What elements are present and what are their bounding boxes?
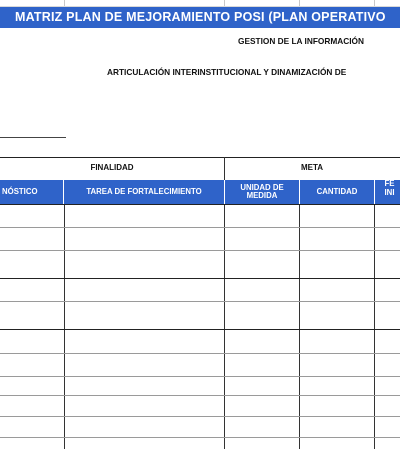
title-bar bbox=[0, 7, 400, 28]
table-row[interactable] bbox=[0, 395, 400, 396]
subtitle-gestion: GESTION DE LA INFORMACIÓN bbox=[238, 36, 364, 46]
table-row[interactable] bbox=[0, 301, 400, 302]
table-row[interactable] bbox=[0, 376, 400, 377]
column-line bbox=[299, 204, 300, 449]
header-finalidad: FINALIDAD bbox=[90, 163, 134, 172]
page-title: MATRIZ PLAN DE MEJORAMIENTO POSI (PLAN OPERATIVO bbox=[15, 10, 386, 24]
column-header-unidad[interactable]: UNIDAD DE MEDIDA bbox=[225, 180, 299, 204]
group-divider bbox=[224, 157, 225, 180]
table-top-border bbox=[0, 157, 400, 158]
table-row[interactable] bbox=[0, 353, 400, 354]
table-row[interactable] bbox=[0, 227, 400, 228]
column-line bbox=[374, 204, 375, 449]
signature-line bbox=[0, 137, 66, 138]
header-meta: META bbox=[300, 163, 324, 172]
column-header-diagnostico[interactable]: NÓSTICO bbox=[0, 180, 63, 204]
table-row[interactable] bbox=[0, 437, 400, 438]
column-ruler bbox=[0, 0, 400, 7]
column-header-cantidad[interactable]: CANTIDAD bbox=[300, 180, 374, 204]
table-row[interactable] bbox=[0, 278, 400, 279]
table-row[interactable] bbox=[0, 204, 400, 205]
column-header-tarea[interactable]: TAREA DE FORTALECIMIENTO bbox=[64, 180, 224, 204]
column-header-fecha-inicio[interactable]: FE INI bbox=[375, 180, 400, 204]
column-line bbox=[224, 204, 225, 449]
table-row[interactable] bbox=[0, 329, 400, 330]
column-line bbox=[64, 204, 65, 449]
subtitle-articulacion: ARTICULACIÓN INTERINSTITUCIONAL Y DINAMIZACIÓN DE bbox=[107, 67, 347, 77]
table-row[interactable] bbox=[0, 250, 400, 251]
table-row[interactable] bbox=[0, 416, 400, 417]
